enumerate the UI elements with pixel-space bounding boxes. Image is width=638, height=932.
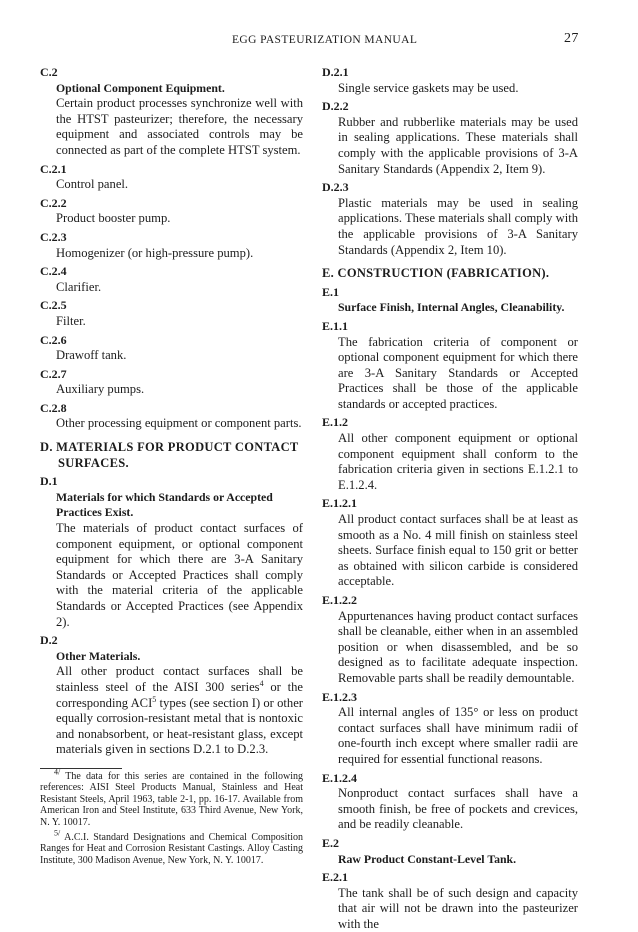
paragraph: Homogenizer (or high-pressure pump).: [56, 245, 254, 260]
paragraph: The fabrication criteria of component or optional component equipment for which there are 3-A Sanitary Standards or Accepted Practices shall be those of the applicable standards or accepted practices.: [338, 334, 578, 411]
paragraph: Nonproduct contact surfaces shall have a smooth finish, be free of pockets and crevices, and be readily cleanable.: [338, 786, 578, 832]
major-heading-continuation: SURFACES.: [58, 455, 129, 470]
section-heading: Other Materials.: [56, 648, 141, 663]
section-number: E.1.2.3: [322, 689, 358, 704]
paragraph: Appurtenances having product contact surfaces shall be cleanable, either when in an assembled position or when disassembled, and be so designed as to facilitate adequate inspection. Removable parts shall be readily demountable.: [338, 608, 578, 685]
paragraph: Rubber and rubberlike materials may be used in sealing applications. These materials shall comply with the applicable provisions of 3-A Sanitary Standards (Appendix 2, Item 9).: [338, 114, 578, 176]
paragraph: Plastic materials may be used in sealing applications. These materials shall comply with the applicable provisions of 3-A Sanitary Standards (Appendix 2, Item 10).: [338, 195, 578, 257]
paragraph-text: All other product contact surfaces shall be stainless steel of the AISI 300 series: [56, 664, 303, 694]
paragraph: All product contact surfaces shall be at least as smooth as a No. 4 mill finish on stainless steel sheets. Surface finish equal to 150 grit or better as obtained with silicon carbide is considered acceptable.: [338, 512, 578, 589]
paragraph: Auxiliary pumps.: [56, 382, 145, 397]
footnote-reference: 4: [259, 678, 264, 688]
paragraph: Single service gaskets may be used.: [338, 80, 519, 95]
paragraph-text: or the corresponding ACI: [56, 679, 303, 710]
paragraph: Control panel.: [56, 177, 129, 192]
section-heading: Surface Finish, Internal Angles, Cleanability.: [338, 300, 565, 315]
footnote-mark: 4/: [54, 767, 61, 777]
right-column-text: [322, 65, 578, 932]
major-section-heading: [40, 440, 303, 471]
section-number: C.2: [40, 65, 58, 79]
footnote-text: A.C.I. Standard Designations and Chemical Composition Ranges for Heat and Corrosion Resistant Castings. Alloy Casting Institute, 300 Madison Avenue, New York, N. Y. 10017.: [40, 831, 304, 866]
section-number: C.2.8: [40, 400, 67, 415]
section-number: E.1.2.1: [322, 496, 358, 511]
footnote: [40, 828, 304, 866]
left-column: [40, 62, 303, 866]
major-section-heading: [322, 266, 578, 282]
section-number: C.2.1: [40, 161, 67, 176]
section-number: D.2.3: [322, 180, 349, 195]
paragraph: Product booster pump.: [56, 211, 171, 226]
section-number: C.2.6: [40, 332, 67, 347]
section-number: E.2.1: [322, 870, 349, 885]
section-number: E.1.2.2: [322, 593, 358, 607]
paragraph: Filter.: [56, 313, 86, 328]
paragraph: The tank shall be of such design and capacity that air will not be drawn into the pasteurizer with the: [338, 885, 578, 931]
paragraph: Clarifier.: [56, 279, 102, 294]
paragraph: [40, 664, 303, 758]
footnote-rule: [40, 768, 122, 769]
section-number: D.2: [40, 633, 58, 648]
page-number: 27: [564, 31, 579, 46]
paragraph: Certain product processes synchronize well with the HTST pasteurizer; therefore, the necessary equipment and associated controls may be connected as part of the complete HTST system.: [56, 96, 303, 157]
paragraph: All other component equipment or optional component equipment shall conform to the fabrication criteria given in sections E.1.2.1 to E.1.2.4.: [338, 431, 578, 492]
section-number: E.1: [322, 284, 340, 299]
paragraph: Other processing equipment or component parts.: [56, 416, 302, 431]
section-number: C.2.2: [40, 195, 67, 210]
section-heading: Materials for which Standards or Accepted Practices Exist.: [56, 489, 273, 520]
section-number: E.1.2.4: [322, 770, 358, 785]
paragraph-text: types (see section I) or other equally corrosion-resistant metal that is nontoxic and nonabsorbent, or heat-resistant glass, except materials given in sections D.2.1 to D.2.3.: [56, 695, 303, 757]
section-number: C.2.3: [40, 229, 67, 244]
major-heading-text: E. CONSTRUCTION (FABRICATION).: [322, 266, 550, 281]
section-heading: Raw Product Constant-Level Tank.: [338, 851, 517, 866]
running-title: EGG PASTEURIZATION MANUAL: [232, 34, 418, 46]
section-number: C.2.7: [40, 366, 67, 381]
right-column: [322, 62, 578, 932]
paragraph: The materials of product contact surfaces of component equipment, or optional component equipment for which there are 3-A Sanitary Standards or Accepted Practices shall comply with the material criteria of the applicable Standards or Accepted Practices (see Appendix 2).: [56, 521, 303, 629]
left-column-text: [40, 65, 303, 758]
footnote-text: The data for this series are contained in the following references: AISI Steel Products Manual, Stainless and Heat Resistant Steels, April 1963, table 2-1, pp. 16-17. Available from American Iron and Steel Institute, 633 Third Avenue, New York, N. Y. 10017.: [40, 770, 303, 828]
section-heading: Optional Component Equipment.: [56, 80, 225, 95]
paragraph: Drawoff tank.: [56, 348, 127, 363]
section-number: E.2: [322, 835, 340, 850]
section-number: C.2.5: [40, 298, 67, 313]
section-number: D.2.1: [322, 65, 349, 79]
footnotes: [40, 767, 304, 866]
section-number: D.1: [40, 474, 58, 489]
paragraph: All internal angles of 135° or less on product contact surfaces shall have minimum radii of one-fourth inch except where smaller radii are required for essential functional reasons.: [338, 705, 578, 766]
footnote-mark: 5/: [54, 828, 61, 838]
footnote: [40, 767, 303, 828]
section-number: D.2.2: [322, 99, 349, 114]
footnote-reference: 5: [152, 694, 157, 704]
section-number: C.2.4: [40, 264, 67, 279]
section-number: E.1.2: [322, 415, 349, 430]
major-heading-text: D. MATERIALS FOR PRODUCT CONTACT: [40, 440, 299, 455]
section-number: E.1.1: [322, 318, 349, 333]
